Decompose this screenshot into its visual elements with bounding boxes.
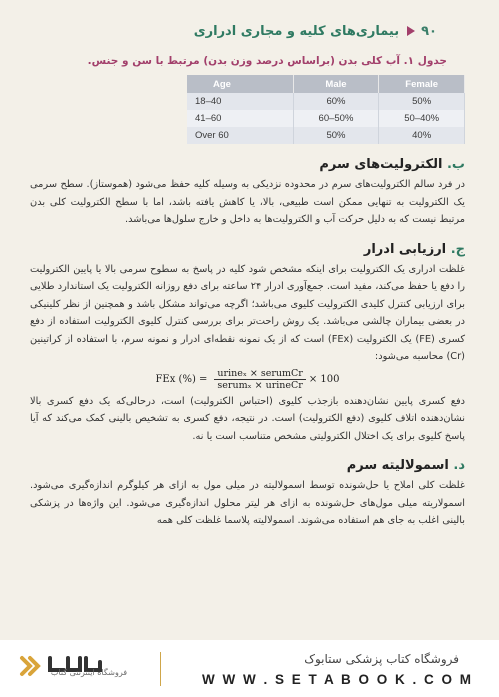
running-header: [30, 16, 465, 46]
store-url[interactable]: W W W . S E T A B O O K . C O M: [202, 672, 473, 687]
table-row: [187, 110, 465, 127]
section-letter: ب.: [446, 157, 465, 172]
fractional-excretion-formula: [30, 368, 465, 391]
paragraph: غلظت کلی املاح یا حل‌شونده توسط اسمولالیته در میلی مول به ازای هر کیلوگرم اندازه‌گیری می‌شود. اسمولاریته میلی مول‌های حل‌شونده به ازای هر لیتر محلول اندازه‌گیری می‌شود. این واژه‌ها در پزشکی بالینی اغلب به جای هم استفاده می‌شوند. اسمولالیته پلاسما غلظت کلی همه: [30, 480, 465, 526]
section-title: الکترولیت‌های سرم: [319, 157, 443, 172]
body-water-table: [187, 75, 465, 144]
table-cell: 41–60: [187, 110, 293, 127]
formula-rhs: × 100: [308, 373, 340, 385]
table-cell: 40%: [379, 127, 465, 144]
column-header-female: Female: [379, 75, 465, 93]
footer-divider: [160, 652, 161, 686]
table-caption: [30, 54, 465, 69]
formula-numerator: urineₓ × serumCr: [214, 368, 305, 380]
section-heading-urine-assessment: [30, 241, 465, 259]
column-header-age: Age: [187, 75, 293, 93]
formula-fraction: [214, 368, 305, 391]
table-caption-label: جدول ۱.: [403, 55, 447, 67]
table-cell: 50%: [379, 93, 465, 110]
formula-denominator: serumₓ × urineCr: [217, 379, 303, 391]
store-footer: [0, 640, 499, 697]
section-letter: ج.: [450, 241, 465, 257]
section-title: اسمولالیته سرم: [346, 458, 449, 473]
table-cell: 50–40%: [379, 110, 465, 127]
store-name: فروشگاه کتاب پزشکی ستابوک: [304, 652, 459, 666]
table-row: [187, 127, 465, 144]
table-cell: 60–50%: [293, 110, 379, 127]
section-heading-serum-electrolytes: [30, 156, 465, 174]
running-title: بیماری‌های کلیه و مجاری ادراری: [193, 23, 400, 39]
paragraph: دفع کسری پایین نشان‌دهنده بازجذب کلیوی (احتباس الکترولیت) است، درحالی‌که یک دفع کسری بالا نشان‌دهنده اتلاف کلیوی (دفع الکترولیت) است. در نتیجه، دفع کسری به تشخیص بالینی کمک می‌کند که آیا پاسخ کلیوی برای یک اختلال الکترولیتی مشخص متناسب است یا نه.: [30, 395, 465, 442]
table-caption-text: آب کلی بدن (براساس درصد وزن بدن) مرتبط با سن و جنس.: [87, 55, 400, 67]
paragraph: غلظت ادراری یک الکترولیت برای اینکه مشخص شود کلیه در پاسخ به سطوح سرمی بالا یا پایین الکترولیت را دفع یا حفظ می‌کند، مفید است. جمع‌آوری ادرار ۲۴ ساعته برای دفع روزانه الکترولیت یک استاندارد طلایی برای ارزیابی کنترل کلیدی الکترولیت کلیوی می‌باشد؛ اگرچه می‌تواند مشکل باشد و همچنین از نظر کلینیکی در بعضی بیماران چالشی می‌باشد. یک روش راحت‌تر برای بررسی کنترل کلیوی الکترولیت استفاده از دفع کسری (FE) یک الکترولیت (FEx) است که از یک نمونه نقطه‌ای ادرار و نمونه سرم، با استفاده از کراتینین (Cr) محاسبه می‌شود:: [30, 263, 465, 362]
formula-lhs: FEx (%) =: [155, 373, 208, 385]
section-title: ارزیابی ادرار: [363, 241, 447, 257]
section-letter: د.: [453, 458, 465, 473]
table-header-row: [187, 75, 465, 93]
table-cell: 60%: [293, 93, 379, 110]
table-row: [187, 93, 465, 110]
table-cell: Over 60: [187, 127, 293, 144]
paragraph: در فرد سالم الکترولیت‌های سرم در محدوده نزدیکی به وسیله کلیه حفظ می‌شود (هموستاز). سطح سرمی یک الکترولیت به تنهایی ممکن است طبیعی، بالا، یا کاهش یافته باشد، اما با سطح الکترولیت کلی بدن مرتبط نیست که به دلیل حرکت آب و الکترولیت‌ها به داخل و خارج سلول‌ها می‌باشد.: [30, 179, 465, 225]
table-cell: 50%: [293, 127, 379, 144]
logo-caption: فروشگاه اینترنتی کتاب: [50, 668, 128, 677]
page-number: ۹۰: [421, 23, 437, 39]
section-heading-serum-osmolality: [30, 457, 465, 475]
triangle-marker-icon: [407, 26, 415, 36]
column-header-male: Male: [293, 75, 379, 93]
table-cell: 18–40: [187, 93, 293, 110]
